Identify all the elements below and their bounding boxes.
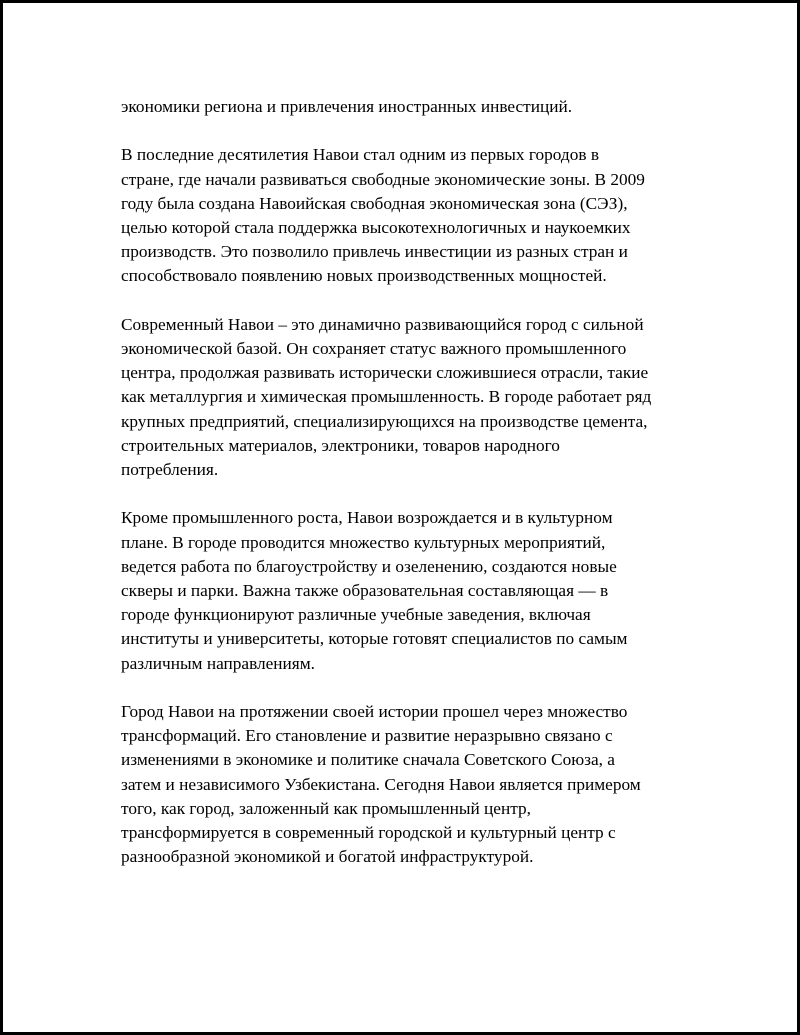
paragraph-cultural-revival: Кроме промышленного роста, Навои возрождается и в культурном плане. В городе проводится множество культурных мероприятий, ведется работа по благоустройству и озеленению, создаются новые скверы и парки. Важна также образовательная составляющая — в городе функционируют различные учебные заведения, включая институты и университеты, которые готовят специалистов по самым различным направлениям.	[121, 508, 628, 673]
paragraph-modern-navoi: Современный Навои – это динамично развивающийся город с сильной экономической базой. Он сохраняет статус важного промышленного центра, продолжая развивать исторически сложившиеся отрасли, такие как металлургия и химическая промышленность. В городе работает ряд крупных предприятий, специализирующихся на производстве цемента, строительных материалов, электроники, товаров народного потребления.	[121, 314, 652, 480]
paragraph-continuation: экономики региона и привлечения иностранных инвестиций.	[121, 97, 573, 116]
paragraph-transformations: Город Навои на протяжении своей истории прошел через множество трансформаций. Его становление и развитие неразрывно связано с изменениями в экономике и политике сначала Советского Союза, а затем и независимого Узбекистана. Сегодня Навои является примером того, как город, заложенный как промышленный центр, трансформируется в современный городской и культурный центр с разнообразной экономикой и богатой инфраструктурой.	[121, 702, 641, 867]
document-body	[121, 95, 691, 869]
paragraph-free-economic-zone: В последние десятилетия Навои стал одним из первых городов в стране, где начали развиваться свободные экономические зоны. В 2009 году была создана Навоийская свободная экономическая зона (СЭЗ), целью которой стала поддержка высокотехнологичных и наукоемких производств. Это позволило привлечь инвестиции из разных стран и способствовало появлению новых производственных мощностей.	[121, 145, 645, 286]
